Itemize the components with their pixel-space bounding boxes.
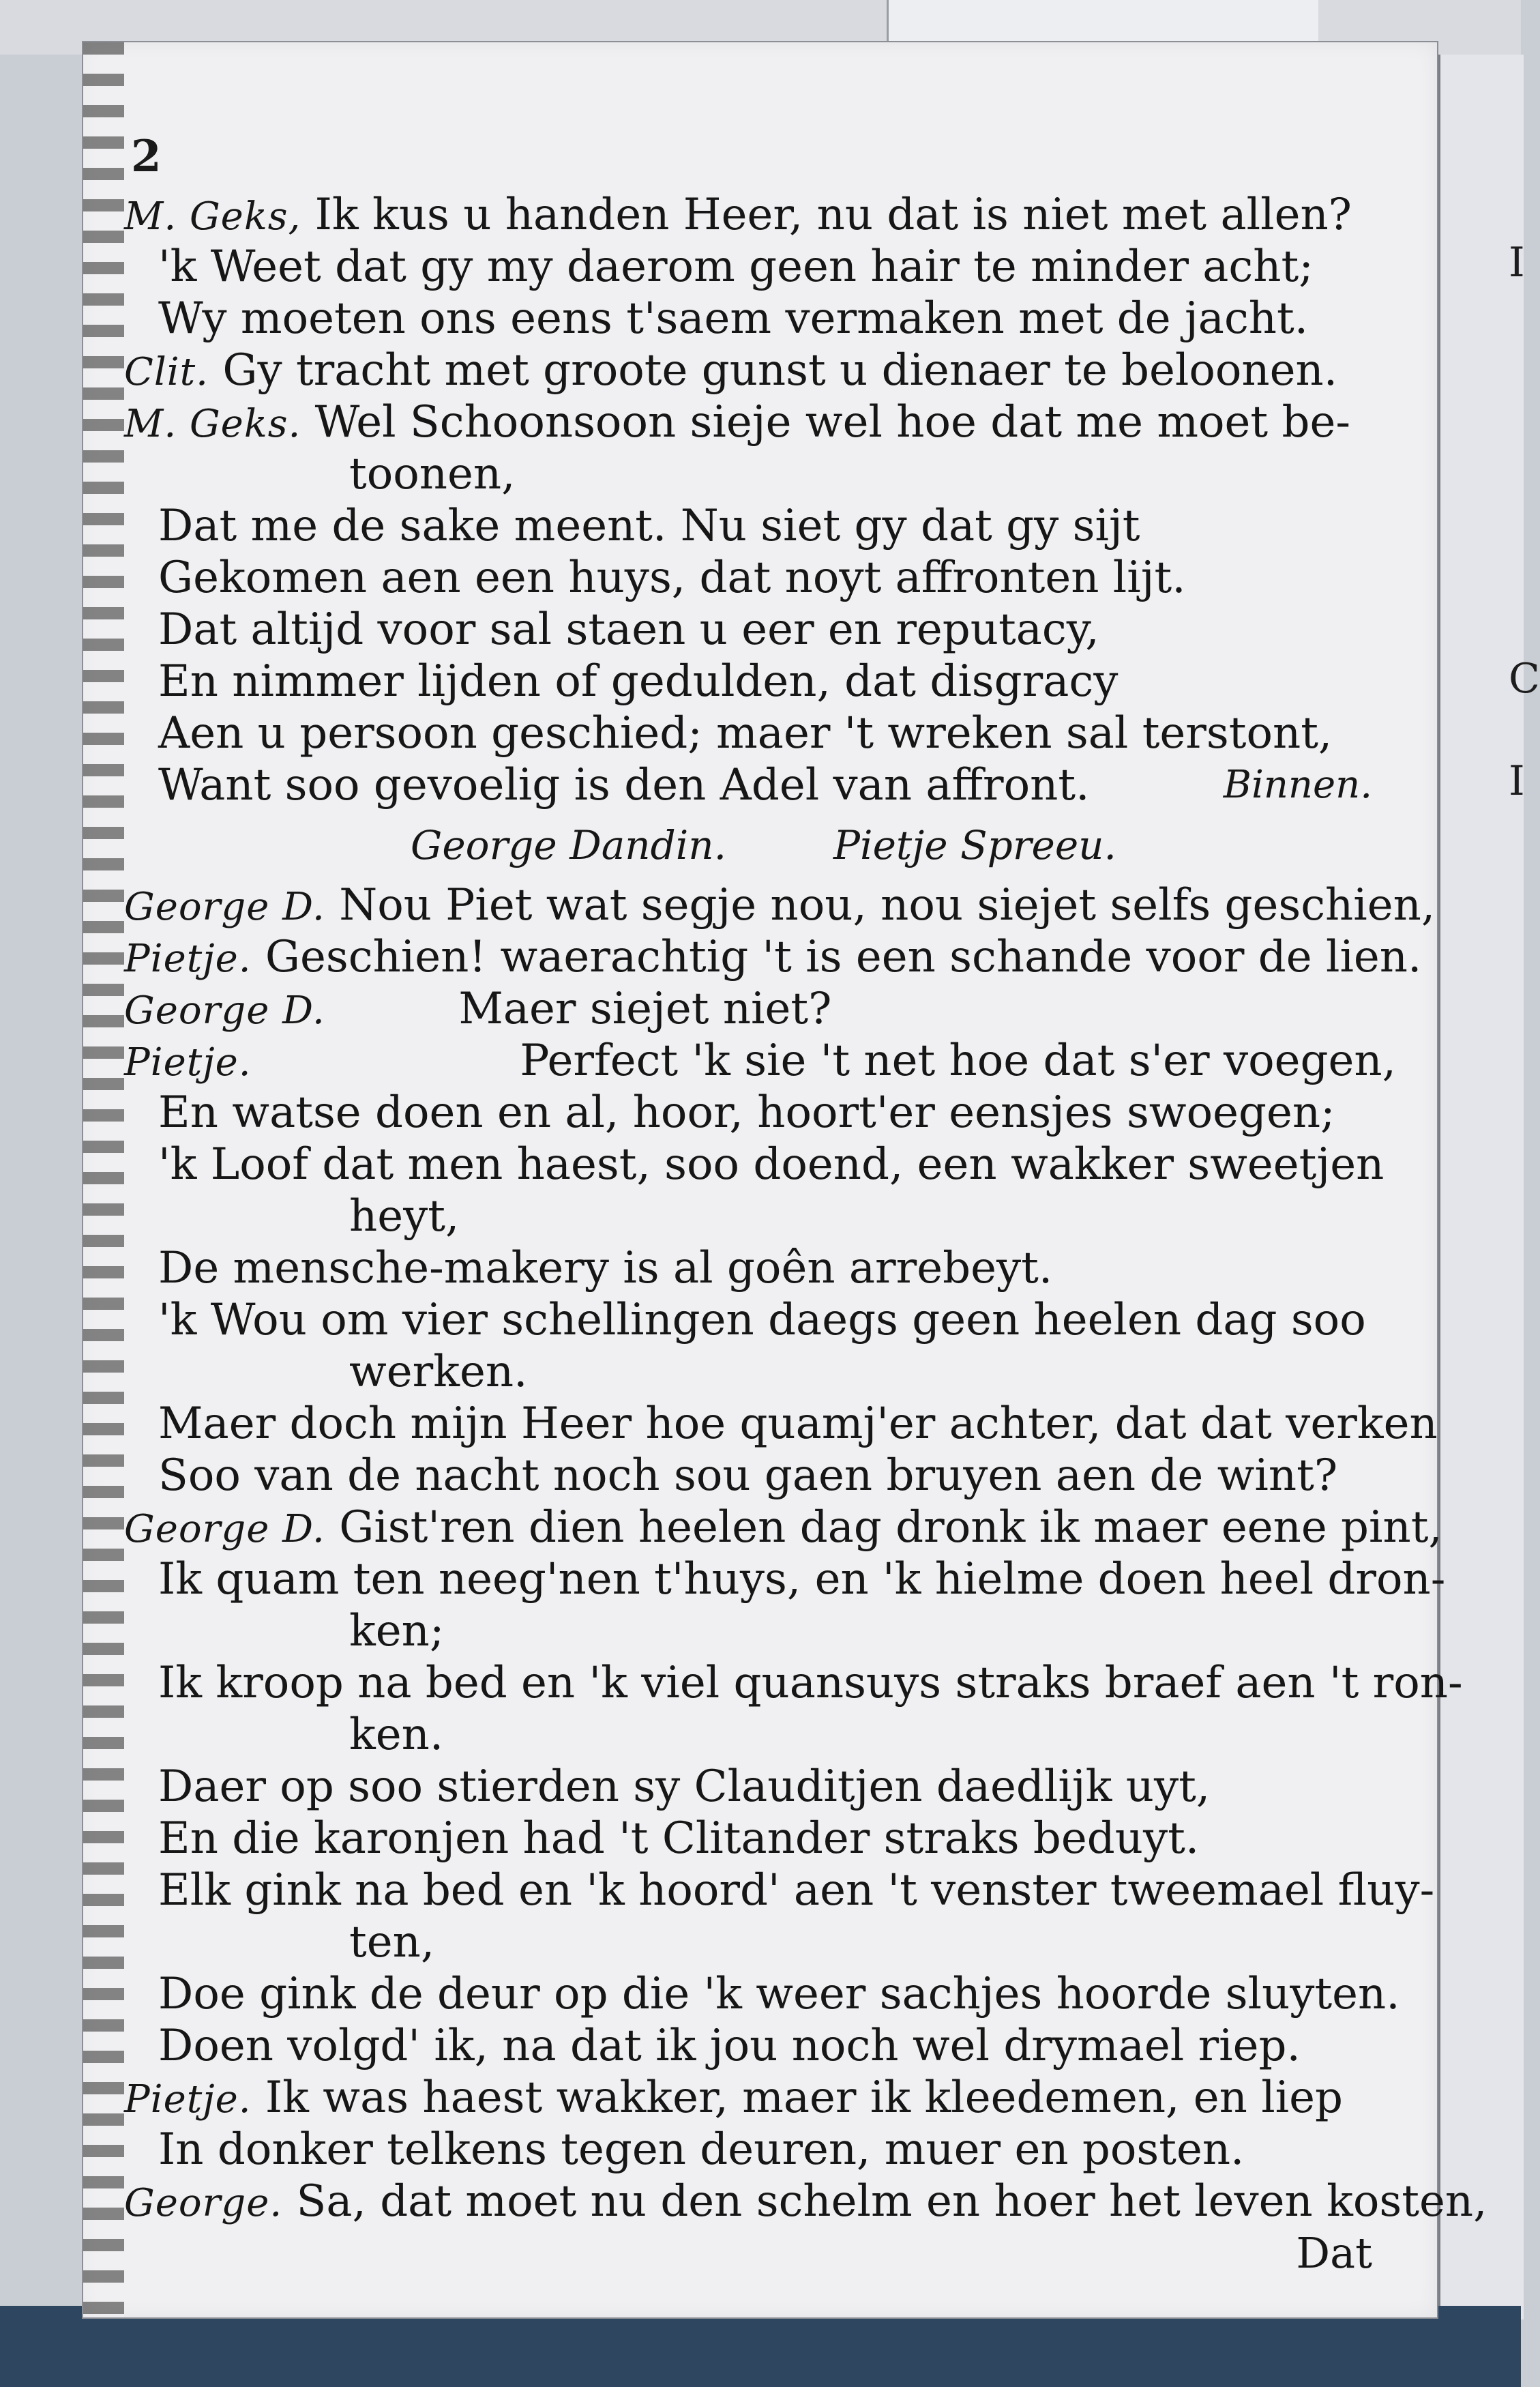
verse-text: De mensche-makery is al goên arrebeyt. — [158, 1243, 1053, 1293]
verse-text: Dat me de sake meent. Nu siet gy dat gy sijt — [158, 501, 1140, 551]
verse-line — [124, 1087, 1420, 1139]
verse-line — [124, 1242, 1420, 1294]
verse-text: En watse doen en al, hoor, hoort'er eensjes swoegen; — [158, 1087, 1335, 1138]
verse-line — [124, 396, 1420, 448]
verse-text: Gekomen aen een huys, dat noyt affronten lijt. — [158, 553, 1186, 603]
page-number: 2 — [131, 131, 162, 182]
speaker-name: Pietje. — [124, 2077, 252, 2122]
verse-text: Doen volgd' ik, na dat ik jou noch wel drymael riep. — [158, 2021, 1301, 2071]
verse-text: Doe gink de deur op die 'k weer sachjes hoorde sluyten. — [158, 1969, 1400, 2019]
verse-text: En die karonjen had 't Clitander straks beduyt. — [158, 1813, 1200, 1864]
verse-line — [124, 1968, 1420, 2020]
facing-page-fragment: I — [1509, 239, 1525, 287]
verse-line — [124, 448, 1420, 500]
runover-text: toonen, — [349, 449, 516, 499]
runover-text: ken; — [349, 1606, 445, 1656]
verse-line — [124, 1139, 1420, 1190]
speech-block-1 — [124, 189, 1420, 811]
speaker-name: George D. — [124, 1507, 325, 1551]
adjacent-sheet-top — [887, 0, 1318, 43]
verse-text: Geschien! waerachtig 't is een schande voor de lien. — [265, 932, 1422, 982]
verse-line — [124, 1294, 1420, 1346]
verse-line — [124, 1813, 1420, 1864]
verse-text: Sa, dat moet nu den schelm en hoer het leven kosten, — [296, 2176, 1487, 2227]
verse-line — [124, 1035, 1420, 1087]
facing-page-fragment: C — [1509, 655, 1540, 703]
verse-text: Maer siejet niet? — [458, 984, 832, 1034]
page-text — [124, 189, 1487, 2279]
runover-text: heyt, — [349, 1191, 460, 1242]
verse-line — [124, 500, 1420, 552]
verse-text: 'k Wou om vier schellingen daegs geen heelen dag soo — [158, 1295, 1366, 1345]
verse-text: Elk gink na bed en 'k hoord' aen 't venster tweemael fluy- — [158, 1865, 1435, 1916]
verse-line — [124, 1346, 1420, 1398]
verse-line — [124, 879, 1436, 931]
verse-text: Ik quam ten neeg'nen t'huys, en 'k hielme doen heel dron- — [158, 1554, 1446, 1605]
speaker-name: Pietje. — [124, 1040, 252, 1085]
verse-text: Soo van de nacht noch sou gaen bruyen aen de wint? — [158, 1450, 1338, 1501]
verse-line — [124, 552, 1420, 604]
verse-text: Wy moeten ons eens t'saem vermaken met de jacht. — [158, 293, 1309, 344]
runover-text: werken. — [349, 1347, 528, 1397]
catchword: Dat — [1296, 2228, 1372, 2278]
scene-character-right: Pietje Spreeu. — [833, 822, 1116, 868]
verse-line — [124, 1190, 1420, 1242]
verse-text: Perfect 'k sie 't net hoe dat s'er voegen, — [520, 1036, 1396, 1086]
speaker-name: M. Geks. — [124, 402, 301, 446]
verse-text: Want soo gevoelig is den Adel van affront. — [158, 760, 1090, 810]
verse-line — [124, 1502, 1442, 1553]
verse-text: Aen u persoon geschied; maer 't wreken sal terstont, — [158, 708, 1333, 759]
page-gutter — [83, 42, 124, 2317]
verse-text: Wel Schoonsoon sieje wel hoe dat me moet be- — [314, 397, 1350, 448]
stage-direction: Binnen. — [1223, 763, 1372, 807]
verse-text: Nou Piet wat segje nou, nou siejet selfs geschien, — [339, 880, 1436, 931]
scene-heading — [124, 811, 1420, 879]
verse-line — [124, 293, 1420, 345]
runover-text: ten, — [349, 1917, 435, 1967]
verse-text: 'k Weet dat gy my daerom geen hair te minder acht; — [158, 241, 1314, 292]
verse-line — [124, 1709, 1420, 1761]
verse-line — [124, 1553, 1446, 1605]
verse-line — [124, 983, 1420, 1035]
verse-text: Ik kroop na bed en 'k viel quansuys straks braef aen 't ron- — [158, 1658, 1463, 1708]
facing-page-edge — [1438, 55, 1540, 2319]
verse-text: Gist'ren dien heelen dag dronk ik maer eene pint, — [339, 1502, 1442, 1553]
verse-text: Maer doch mijn Heer hoe quamj'er achter, dat dat verken — [158, 1398, 1438, 1449]
speaker-name: George D. — [124, 989, 325, 1033]
book-page — [82, 41, 1487, 2319]
runover-text: ken. — [349, 1710, 444, 1760]
speaker-name: Clit. — [124, 350, 209, 394]
speaker-name: Pietje. — [124, 937, 252, 981]
verse-line — [124, 1605, 1420, 1657]
verse-text: Dat altijd voor sal staen u eer en reputacy, — [158, 604, 1099, 655]
speaker-name: George. — [124, 2181, 283, 2225]
verse-line — [124, 1398, 1438, 1450]
verse-line — [124, 1450, 1420, 1502]
verse-line — [124, 2176, 1487, 2227]
verse-line — [124, 189, 1420, 241]
verse-line — [124, 707, 1420, 759]
verse-line — [124, 759, 1420, 811]
verse-line — [124, 1864, 1435, 1916]
speaker-name: George D. — [124, 885, 325, 929]
verse-line — [124, 2124, 1420, 2176]
verse-line — [124, 604, 1420, 656]
verse-text: 'k Loof dat men haest, soo doend, een wakker sweetjen — [158, 1139, 1384, 1190]
verse-text: Gy tracht met groote gunst u dienaer te beloonen. — [222, 345, 1338, 396]
verse-text: Ik kus u handen Heer, nu dat is niet met allen? — [314, 190, 1352, 240]
verse-line — [124, 241, 1420, 293]
speech-block-2 — [124, 879, 1487, 2227]
verse-text: Daer op soo stierden sy Clauditjen daedlijk uyt, — [158, 1761, 1211, 1812]
verse-text: In donker telkens tegen deuren, muer en posten. — [158, 2124, 1245, 2175]
verse-line — [124, 1761, 1420, 1813]
verse-line — [124, 656, 1420, 707]
verse-line — [124, 345, 1420, 396]
verse-line — [124, 931, 1420, 983]
speaker-name: M. Geks, — [124, 194, 301, 239]
verse-line — [124, 1657, 1463, 1709]
verse-text: Ik was haest wakker, maer ik kleedemen, en liep — [265, 2073, 1343, 2123]
facing-page-fragment: I — [1509, 757, 1525, 805]
verse-line — [124, 2072, 1420, 2124]
verse-line — [124, 1916, 1420, 1968]
scene-character-left: George Dandin. — [411, 822, 727, 868]
catchword-line — [124, 2227, 1420, 2279]
verse-text: En nimmer lijden of gedulden, dat disgracy — [158, 656, 1119, 707]
verse-line — [124, 2020, 1420, 2072]
